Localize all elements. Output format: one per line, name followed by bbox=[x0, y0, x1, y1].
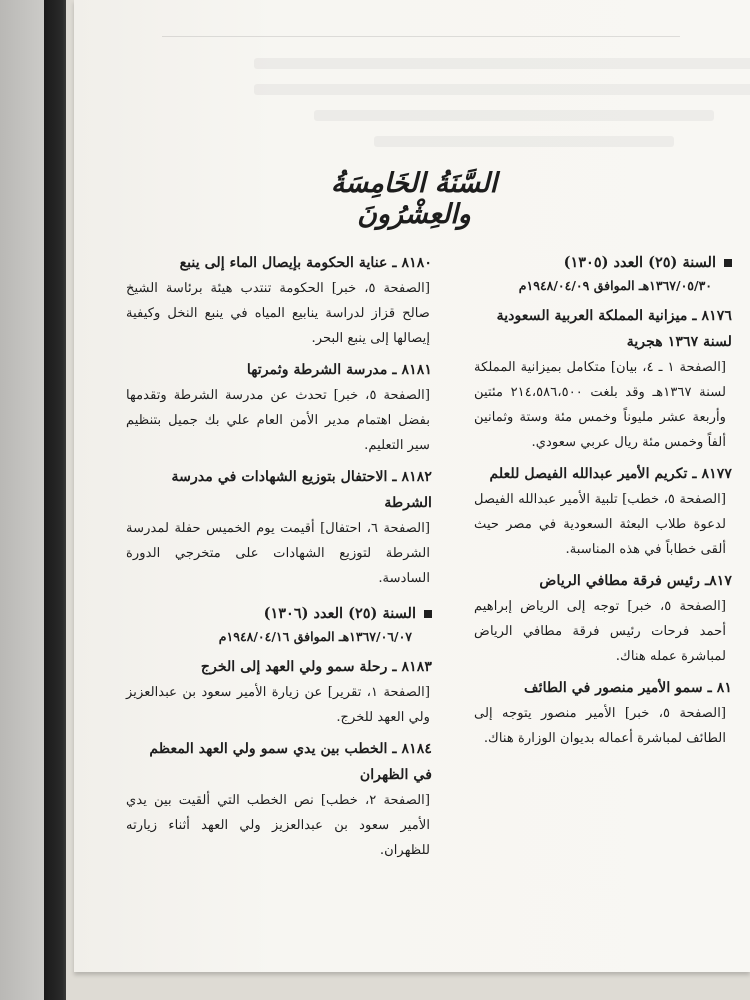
issue-title-row bbox=[126, 601, 432, 626]
entry-body: [الصفحة ١، تقرير] عن زيارة الأمير سعود بن عبدالعزيز ولي العهد للخرج. bbox=[126, 685, 430, 725]
right-column bbox=[474, 250, 732, 751]
left-column bbox=[126, 250, 432, 863]
entry-title: ٨١٨٢ ـ الاحتفال بتوزيع الشهادات في مدرسة الشرطة bbox=[171, 469, 432, 511]
entry-body: [الصفحة ٥، خطب] تلبية الأمير عبدالله الفيصل لدعوة طلاب البعثة السعودية في مصر حيث ألقى خطاباً في هذه المناسبة. bbox=[474, 492, 726, 557]
entry-title: ٨١٧٦ ـ ميزانية المملكة العربية السعودية لسنة ١٣٦٧ هجرية bbox=[496, 308, 732, 350]
show-through-line bbox=[254, 84, 750, 95]
issue-title-row bbox=[474, 250, 732, 275]
entry-title: ٨١٨١ ـ مدرسة الشرطة وثمرتها bbox=[246, 362, 432, 378]
entry bbox=[474, 461, 732, 562]
issue-date: ١٣٦٧/٠٥/٣٠هـ الموافق ١٩٤٨/٠٤/٠٩م bbox=[518, 278, 712, 293]
issue-title: السنة (٢٥) العدد (١٣٠٦) bbox=[263, 605, 416, 622]
book-page bbox=[74, 0, 750, 972]
entry-title: ٨١٨٠ ـ عناية الحكومة بإيصال الماء إلى ينبع bbox=[179, 255, 432, 271]
entry-body: [الصفحة ١ ـ ٤، بيان] متكامل بميزانية المملكة لسنة ١٣٦٧هـ وقد بلغت ٢١٤،٥٨٦،٥٠٠ مئتين وأربعة عشر مليوناً وخمس مئة وستة وثمانين ألفاً وخمس مئة ريال عربي سعودي. bbox=[474, 360, 727, 450]
entry-body: [الصفحة ٥، خبر] الحكومة تنتدب هيئة برئاسة الشيخ صالح قزاز لدراسة ينابيع المياه في ينبع النخل وكيفية إيصالها إلى ينبع البحر. bbox=[126, 281, 430, 346]
entry-title: ٨١٨٤ ـ الخطب بين يدي سمو ولي العهد المعظم في الظهران bbox=[149, 741, 432, 783]
entry-body: [الصفحة ٢، خطب] نص الخطب التي ألقيت بين يدي الأمير سعود بن عبدالعزيز ولي العهد أثناء زيارته للظهران. bbox=[126, 793, 430, 858]
show-through-line bbox=[374, 136, 674, 147]
issue-date: ١٣٦٧/٠٦/٠٧هـ الموافق ١٩٤٨/٠٤/١٦م bbox=[218, 629, 412, 644]
entry bbox=[474, 303, 732, 455]
entry-title: ٨١٧ـ رئيس فرقة مطافي الرياض bbox=[539, 573, 732, 589]
issue-title: السنة (٢٥) العدد (١٣٠٥) bbox=[563, 254, 716, 271]
square-bullet-icon bbox=[724, 259, 732, 267]
show-through-line bbox=[314, 110, 714, 121]
entry bbox=[126, 464, 432, 591]
entry bbox=[474, 568, 732, 669]
chapter-title: السَّنَةُ الخَامِسَةُ والعِشْرُونَ bbox=[330, 168, 498, 230]
entry bbox=[126, 357, 432, 458]
entry bbox=[126, 654, 432, 730]
entry bbox=[474, 675, 732, 751]
show-through-line bbox=[254, 58, 750, 69]
entry-body: [الصفحة ٦، احتفال] أقيمت يوم الخميس حفلة لمدرسة الشرطة لتوزيع الشهادات على متخرجي الدورة السادسة. bbox=[126, 521, 430, 586]
entry-title: ٨١ ـ سمو الأمير منصور في الطائف bbox=[523, 680, 732, 696]
issue-header bbox=[474, 250, 732, 297]
entry-title: ٨١٧٧ ـ تكريم الأمير عبدالله الفيصل للعلم bbox=[489, 466, 732, 482]
entry-body: [الصفحة ٥، خبر] توجه إلى الرياض إبراهيم أحمد فرحات رئيس فرقة مطافي الرياض لمباشرة عمله هناك. bbox=[474, 599, 726, 664]
entry bbox=[126, 250, 432, 351]
running-head bbox=[162, 22, 680, 37]
entry-body: [الصفحة ٥، خبر] تحدث عن مدرسة الشرطة وتقدمها بفضل اهتمام مدير الأمن العام علي بك جميل بتنظيم سير التعليم. bbox=[126, 388, 430, 453]
issue-header bbox=[126, 601, 432, 648]
square-bullet-icon bbox=[424, 610, 432, 618]
entry-body: [الصفحة ٥، خبر] الأمير منصور يتوجه إلى الطائف لمباشرة أعماله بديوان الوزارة هناك. bbox=[474, 706, 726, 746]
entry-title: ٨١٨٣ ـ رحلة سمو ولي العهد إلى الخرج bbox=[200, 659, 432, 675]
entry bbox=[126, 736, 432, 863]
